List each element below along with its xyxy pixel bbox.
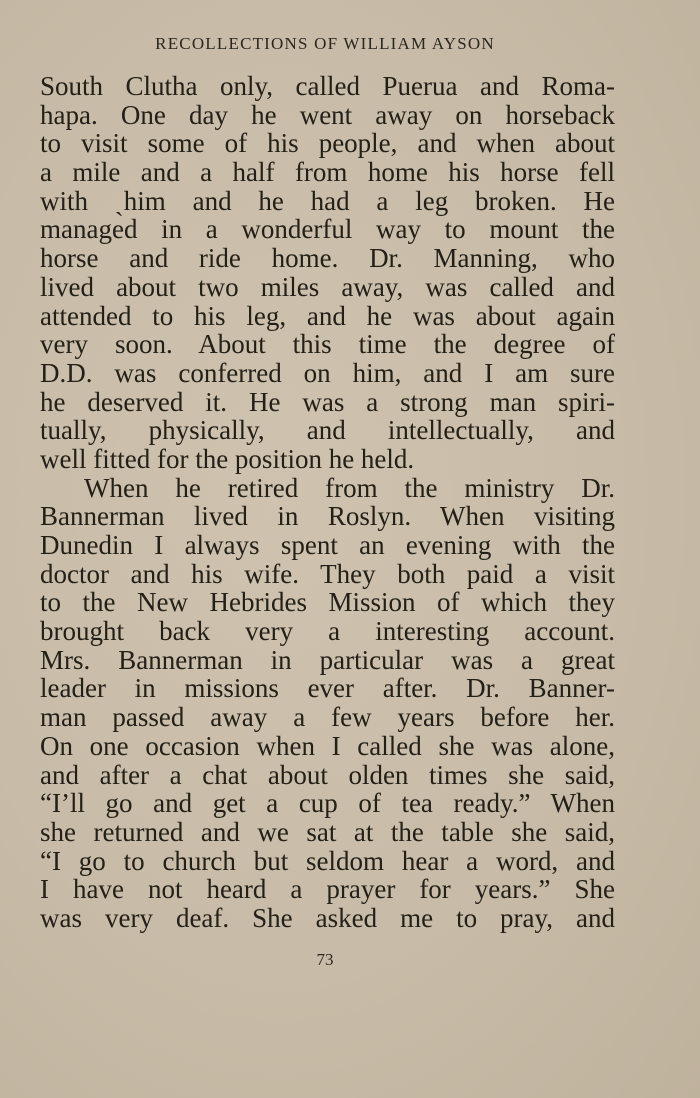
- text-line: leader in missions ever after. Dr. Banner-: [40, 673, 615, 704]
- text-line: managed in a wonderful way to mount the: [40, 214, 615, 245]
- running-head: RECOLLECTIONS OF WILLIAM AYSON: [155, 34, 495, 53]
- text-line: with ˎhim and he had a leg broken. He: [40, 185, 615, 216]
- text-line: hapa. One day he went away on horseback: [40, 99, 615, 130]
- page-number: 73: [316, 950, 334, 969]
- text-line: doctor and his wife. They both paid a visit: [40, 558, 615, 589]
- text-line: horse and ride home. Dr. Manning, who: [40, 243, 615, 274]
- text-line: lived about two miles away, was called and: [40, 271, 615, 302]
- text-line: “I’ll go and get a cup of tea ready.” When: [40, 788, 615, 819]
- text-line: man passed away a few years before her.: [40, 702, 615, 733]
- text-line: Mrs. Bannerman in particular was a great: [40, 644, 615, 675]
- text-line: brought back very a interesting account.: [40, 616, 615, 647]
- body-text: [40, 72, 615, 933]
- text-line: attended to his leg, and he was about again: [40, 300, 615, 331]
- text-line: very soon. About this time the degree of: [40, 329, 615, 360]
- paragraph-start-line: When he retired from the ministry Dr.: [84, 472, 615, 503]
- text-line: a mile and a half from home his horse fell: [40, 157, 615, 188]
- text-line: to visit some of his people, and when about: [40, 128, 615, 159]
- text-line: Dunedin I always spent an evening with the: [40, 530, 615, 560]
- text-line: to the New Hebrides Mission of which they: [40, 587, 615, 618]
- text-line: she returned and we sat at the table she said,: [40, 816, 615, 847]
- text-line: “I go to church but seldom hear a word, and: [40, 845, 615, 876]
- text-line: was very deaf. She asked me to pray, and: [40, 902, 615, 933]
- text-line: On one occasion when I called she was alone,: [40, 730, 615, 761]
- text-line: Bannerman lived in Roslyn. When visiting: [40, 501, 615, 532]
- text-line: South Clutha only, called Puerua and Roma-: [40, 71, 615, 101]
- text-line: and after a chat about olden times she said,: [40, 759, 615, 790]
- text-line: I have not heard a prayer for years.” She: [40, 874, 615, 905]
- text-line: D.D. was conferred on him, and I am sure: [40, 357, 615, 388]
- text-line: he deserved it. He was a strong man spiri-: [40, 386, 615, 417]
- text-line: tually, physically, and intellectually, and: [40, 415, 615, 446]
- paragraph-end-line: well fitted for the position he held.: [40, 443, 415, 474]
